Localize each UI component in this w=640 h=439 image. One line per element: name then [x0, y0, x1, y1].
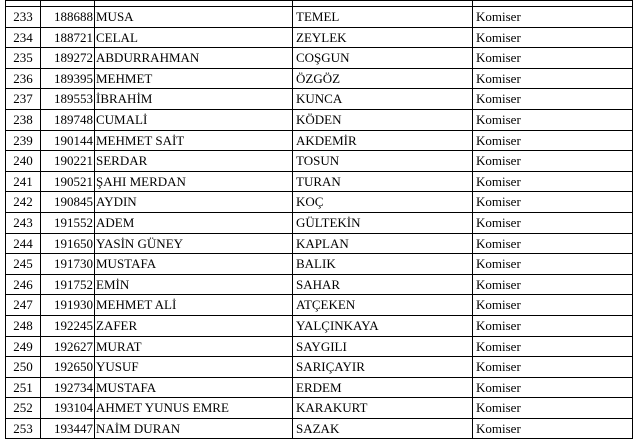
first-name-cell: ABDURRAHMAN	[95, 48, 293, 69]
row-number-cell: 245	[6, 254, 41, 275]
row-number-cell: 252	[6, 398, 41, 419]
rank-cell: Komiser	[473, 295, 633, 316]
registry-number-cell: 189272	[41, 48, 95, 69]
rank-cell: Komiser	[473, 89, 633, 110]
registry-number-cell: 191552	[41, 212, 95, 233]
table-row	[6, 357, 633, 378]
document-page	[5, 0, 632, 439]
registry-number-cell: 191650	[41, 233, 95, 254]
rank-cell: Komiser	[473, 7, 633, 28]
registry-number-cell: 190221	[41, 151, 95, 172]
rank-cell: Komiser	[473, 398, 633, 419]
surname-cell: GÜLTEKİN	[293, 212, 473, 233]
table-row	[6, 336, 633, 357]
rank-cell: Komiser	[473, 254, 633, 275]
registry-number-cell: 191752	[41, 274, 95, 295]
surname-cell: TURAN	[293, 171, 473, 192]
registry-number-cell: 192245	[41, 315, 95, 336]
registry-number-cell: 189553	[41, 89, 95, 110]
rank-cell: Komiser	[473, 418, 633, 439]
surname-cell: SAYGILI	[293, 336, 473, 357]
row-number-cell: 240	[6, 151, 41, 172]
table-row	[6, 233, 633, 254]
first-name-cell: MEHMET SAİT	[95, 130, 293, 151]
registry-number-cell: 191930	[41, 295, 95, 316]
rank-cell: Komiser	[473, 68, 633, 89]
table-row	[6, 315, 633, 336]
surname-cell: YALÇINKAYA	[293, 315, 473, 336]
first-name-cell: AYDIN	[95, 192, 293, 213]
registry-number-cell: 188688	[41, 7, 95, 28]
first-name-cell: EMİN	[95, 274, 293, 295]
surname-cell: ATÇEKEN	[293, 295, 473, 316]
table-row	[6, 68, 633, 89]
registry-number-cell: 192734	[41, 377, 95, 398]
personnel-table	[5, 0, 633, 439]
row-number-cell: 235	[6, 48, 41, 69]
first-name-cell: MURAT	[95, 336, 293, 357]
surname-cell: ÖZGÖZ	[293, 68, 473, 89]
surname-cell: ZEYLEK	[293, 27, 473, 48]
table-row	[6, 151, 633, 172]
first-name-cell: CUMALİ	[95, 109, 293, 130]
registry-number-cell: 190845	[41, 192, 95, 213]
table-row	[6, 274, 633, 295]
rank-cell: Komiser	[473, 315, 633, 336]
row-number-cell: 237	[6, 89, 41, 110]
surname-cell: AKDEMİR	[293, 130, 473, 151]
first-name-cell: CELAL	[95, 27, 293, 48]
table-row	[6, 48, 633, 69]
rank-cell: Komiser	[473, 130, 633, 151]
first-name-cell: MUSTAFA	[95, 377, 293, 398]
first-name-cell: İBRAHİM	[95, 89, 293, 110]
row-number-cell: 233	[6, 7, 41, 28]
table-row	[6, 27, 633, 48]
first-name-cell: ZAFER	[95, 315, 293, 336]
rank-cell: Komiser	[473, 336, 633, 357]
personnel-table-body	[6, 1, 633, 439]
registry-number-cell: 190521	[41, 171, 95, 192]
row-number-cell: 247	[6, 295, 41, 316]
registry-number-cell: 189748	[41, 109, 95, 130]
row-number-cell: 246	[6, 274, 41, 295]
row-number-cell: 248	[6, 315, 41, 336]
row-number-cell: 236	[6, 68, 41, 89]
row-number-cell: 238	[6, 109, 41, 130]
row-number-cell: 253	[6, 418, 41, 439]
registry-number-cell: 193104	[41, 398, 95, 419]
row-number-cell: 234	[6, 27, 41, 48]
rank-cell: Komiser	[473, 377, 633, 398]
rank-cell: Komiser	[473, 27, 633, 48]
row-number-cell: 244	[6, 233, 41, 254]
first-name-cell: YUSUF	[95, 357, 293, 378]
row-number-cell: 242	[6, 192, 41, 213]
row-number-cell: 241	[6, 171, 41, 192]
first-name-cell: NAİM DURAN	[95, 418, 293, 439]
rank-cell: Komiser	[473, 109, 633, 130]
first-name-cell: SERDAR	[95, 151, 293, 172]
row-number-cell: 249	[6, 336, 41, 357]
table-row	[6, 212, 633, 233]
surname-cell: KARAKURT	[293, 398, 473, 419]
first-name-cell: ŞAHI MERDAN	[95, 171, 293, 192]
table-row	[6, 109, 633, 130]
first-name-cell: MEHMET	[95, 68, 293, 89]
rank-cell: Komiser	[473, 274, 633, 295]
registry-number-cell: 192650	[41, 357, 95, 378]
first-name-cell: MUSTAFA	[95, 254, 293, 275]
first-name-cell: ADEM	[95, 212, 293, 233]
surname-cell: BALIK	[293, 254, 473, 275]
rank-cell: Komiser	[473, 212, 633, 233]
registry-number-cell: 192627	[41, 336, 95, 357]
surname-cell: KÖDEN	[293, 109, 473, 130]
table-row	[6, 254, 633, 275]
surname-cell: ERDEM	[293, 377, 473, 398]
table-row	[6, 171, 633, 192]
rank-cell: Komiser	[473, 357, 633, 378]
surname-cell: TOSUN	[293, 151, 473, 172]
rank-cell: Komiser	[473, 151, 633, 172]
rank-cell: Komiser	[473, 192, 633, 213]
row-number-cell: 239	[6, 130, 41, 151]
first-name-cell: YASİN GÜNEY	[95, 233, 293, 254]
surname-cell: KAPLAN	[293, 233, 473, 254]
first-name-cell: MUSA	[95, 7, 293, 28]
surname-cell: TEMEL	[293, 7, 473, 28]
surname-cell: SARIÇAYIR	[293, 357, 473, 378]
surname-cell: KOÇ	[293, 192, 473, 213]
rank-cell: Komiser	[473, 48, 633, 69]
table-row	[6, 89, 633, 110]
first-name-cell: AHMET YUNUS EMRE	[95, 398, 293, 419]
surname-cell: KUNCA	[293, 89, 473, 110]
surname-cell: SAZAK	[293, 418, 473, 439]
registry-number-cell: 191730	[41, 254, 95, 275]
registry-number-cell: 188721	[41, 27, 95, 48]
table-row	[6, 192, 633, 213]
surname-cell: SAHAR	[293, 274, 473, 295]
table-row	[6, 295, 633, 316]
surname-cell: COŞGUN	[293, 48, 473, 69]
table-row	[6, 7, 633, 28]
rank-cell: Komiser	[473, 171, 633, 192]
row-number-cell: 243	[6, 212, 41, 233]
row-number-cell: 251	[6, 377, 41, 398]
table-row	[6, 398, 633, 419]
table-row	[6, 377, 633, 398]
registry-number-cell: 189395	[41, 68, 95, 89]
rank-cell: Komiser	[473, 233, 633, 254]
first-name-cell: MEHMET ALİ	[95, 295, 293, 316]
row-number-cell: 250	[6, 357, 41, 378]
table-row	[6, 130, 633, 151]
registry-number-cell: 190144	[41, 130, 95, 151]
registry-number-cell: 193447	[41, 418, 95, 439]
